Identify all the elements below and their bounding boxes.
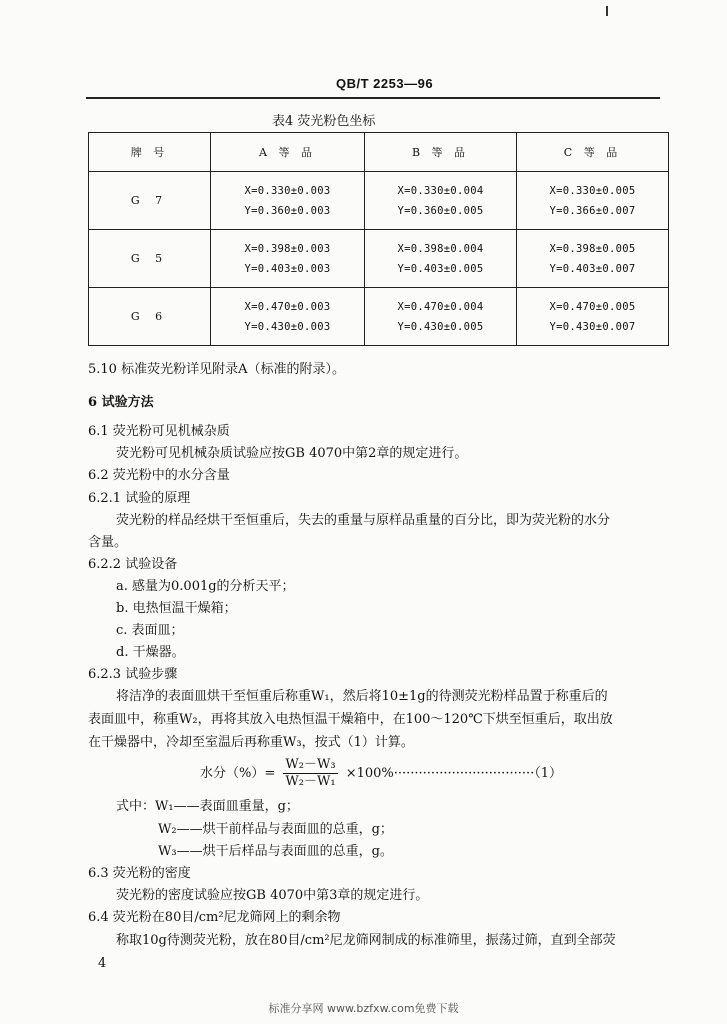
a-cell: [211, 172, 365, 230]
b-cell: [365, 172, 517, 230]
column-header-c: C 等 品: [517, 133, 669, 172]
equipment-item-c: c. 表面皿；: [116, 623, 184, 638]
x-value: X=0.398±0.004: [397, 242, 484, 255]
c-cell: [517, 172, 669, 230]
y-value: Y=0.366±0.007: [549, 204, 636, 217]
x-value: X=0.330±0.005: [549, 184, 636, 197]
formula-rhs: ×100%··································（1）: [345, 766, 563, 781]
formula-denominator: W₂－W₁: [285, 774, 336, 789]
y-value: Y=0.430±0.005: [397, 320, 484, 333]
clause-6-4-heading: 6.4 荧光粉在80目/cm²尼龙筛网上的剩余物: [88, 910, 341, 925]
section-6-heading: 6 试验方法: [88, 395, 154, 410]
clause-6-2-3-body-3: 在干燥器中，冷却至室温后再称重W₃，按式（1）计算。: [88, 735, 414, 750]
document-header: QB/T 2253—96: [336, 76, 434, 91]
grade-cell: G 5: [89, 230, 211, 288]
clause-6-3-body: 荧光粉的密度试验应按GB 4070中第3章的规定进行。: [116, 888, 429, 903]
equipment-item-a: a. 感量为0.001g的分析天平；: [116, 579, 295, 594]
column-header-grade: 牌 号: [89, 133, 211, 172]
color-coordinate-table: [88, 132, 669, 346]
y-value: Y=0.403±0.003: [244, 262, 331, 275]
y-value: Y=0.360±0.005: [397, 204, 484, 217]
legend-w2: W₂——烘干前样品与表面皿的总重，g；: [158, 822, 393, 837]
table-row: [89, 172, 669, 230]
x-value: X=0.470±0.003: [244, 300, 331, 313]
y-value: Y=0.360±0.003: [244, 204, 331, 217]
clause-6-2-3-body-1: 将洁净的表面皿烘干至恒重后称重W₁，然后将10±1g的待测荧光粉样品置于称重后的: [116, 689, 608, 704]
x-value: X=0.330±0.004: [397, 184, 484, 197]
equipment-item-d: d. 干燥器。: [116, 645, 185, 660]
x-value: X=0.330±0.003: [244, 184, 331, 197]
header-rule: [86, 97, 660, 99]
clause-6-4-body: 称取10g待测荧光粉，放在80目/cm²尼龙筛网制成的标准筛里，振荡过筛，直到全部荧: [116, 933, 616, 948]
formula-numerator: W₂－W₃: [285, 757, 336, 772]
scan-mark: [606, 6, 608, 16]
clause-6-1-heading: 6.1 荧光粉可见机械杂质: [88, 424, 230, 439]
clause-6-2-1-body-2: 含量。: [88, 535, 128, 550]
grade-cell: G 7: [89, 172, 211, 230]
table-row: [89, 230, 669, 288]
table-header-row: [89, 133, 669, 172]
clause-6-2-3-body-2: 表面皿中，称重W₂，再将其放入电热恒温干燥箱中，在100～120℃下烘至恒重后，取出放: [88, 712, 613, 727]
b-cell: [365, 288, 517, 346]
clause-6-3-heading: 6.3 荧光粉的密度: [88, 866, 191, 881]
page-number: 4: [98, 956, 107, 971]
formula-fraction: [283, 757, 337, 790]
a-cell: [211, 230, 365, 288]
y-value: Y=0.403±0.005: [397, 262, 484, 275]
c-cell: [517, 230, 669, 288]
moisture-formula: [200, 757, 562, 790]
clause-6-2-3-heading: 6.2.3 试验步骤: [88, 667, 178, 682]
table-row: [89, 288, 669, 346]
clause-6-2-1-body-1: 荧光粉的样品经烘干至恒重后，失去的重量与原样品重量的百分比，即为荧光粉的水分: [116, 513, 611, 528]
a-cell: [211, 288, 365, 346]
clause-6-2-2-heading: 6.2.2 试验设备: [88, 557, 178, 572]
b-cell: [365, 230, 517, 288]
formula-lhs: 水分（%）=: [200, 766, 276, 781]
x-value: X=0.398±0.005: [549, 242, 636, 255]
y-value: Y=0.430±0.007: [549, 320, 636, 333]
grade-cell: G 6: [89, 288, 211, 346]
legend-w1: 式中：W₁——表面皿重量，g；: [116, 799, 299, 814]
equipment-item-b: b. 电热恒温干燥箱；: [116, 601, 237, 616]
legend-w3: W₃——烘干后样品与表面皿的总重，g。: [158, 844, 393, 859]
y-value: Y=0.430±0.003: [244, 320, 331, 333]
column-header-a: A 等 品: [211, 133, 365, 172]
table-caption: 表4 荧光粉色坐标: [272, 114, 376, 129]
x-value: X=0.398±0.003: [244, 242, 331, 255]
y-value: Y=0.403±0.007: [549, 262, 636, 275]
clause-5-10: 5.10 标准荧光粉详见附录A（标准的附录）。: [88, 362, 345, 377]
clause-6-2-heading: 6.2 荧光粉中的水分含量: [88, 468, 230, 483]
x-value: X=0.470±0.005: [549, 300, 636, 313]
watermark-footer: 标准分享网 www.bzfxw.com免费下载: [268, 1002, 459, 1015]
clause-6-2-1-heading: 6.2.1 试验的原理: [88, 491, 191, 506]
column-header-b: B 等 品: [365, 133, 517, 172]
clause-6-1-body: 荧光粉可见机械杂质试验应按GB 4070中第2章的规定进行。: [116, 446, 468, 461]
c-cell: [517, 288, 669, 346]
x-value: X=0.470±0.004: [397, 300, 484, 313]
